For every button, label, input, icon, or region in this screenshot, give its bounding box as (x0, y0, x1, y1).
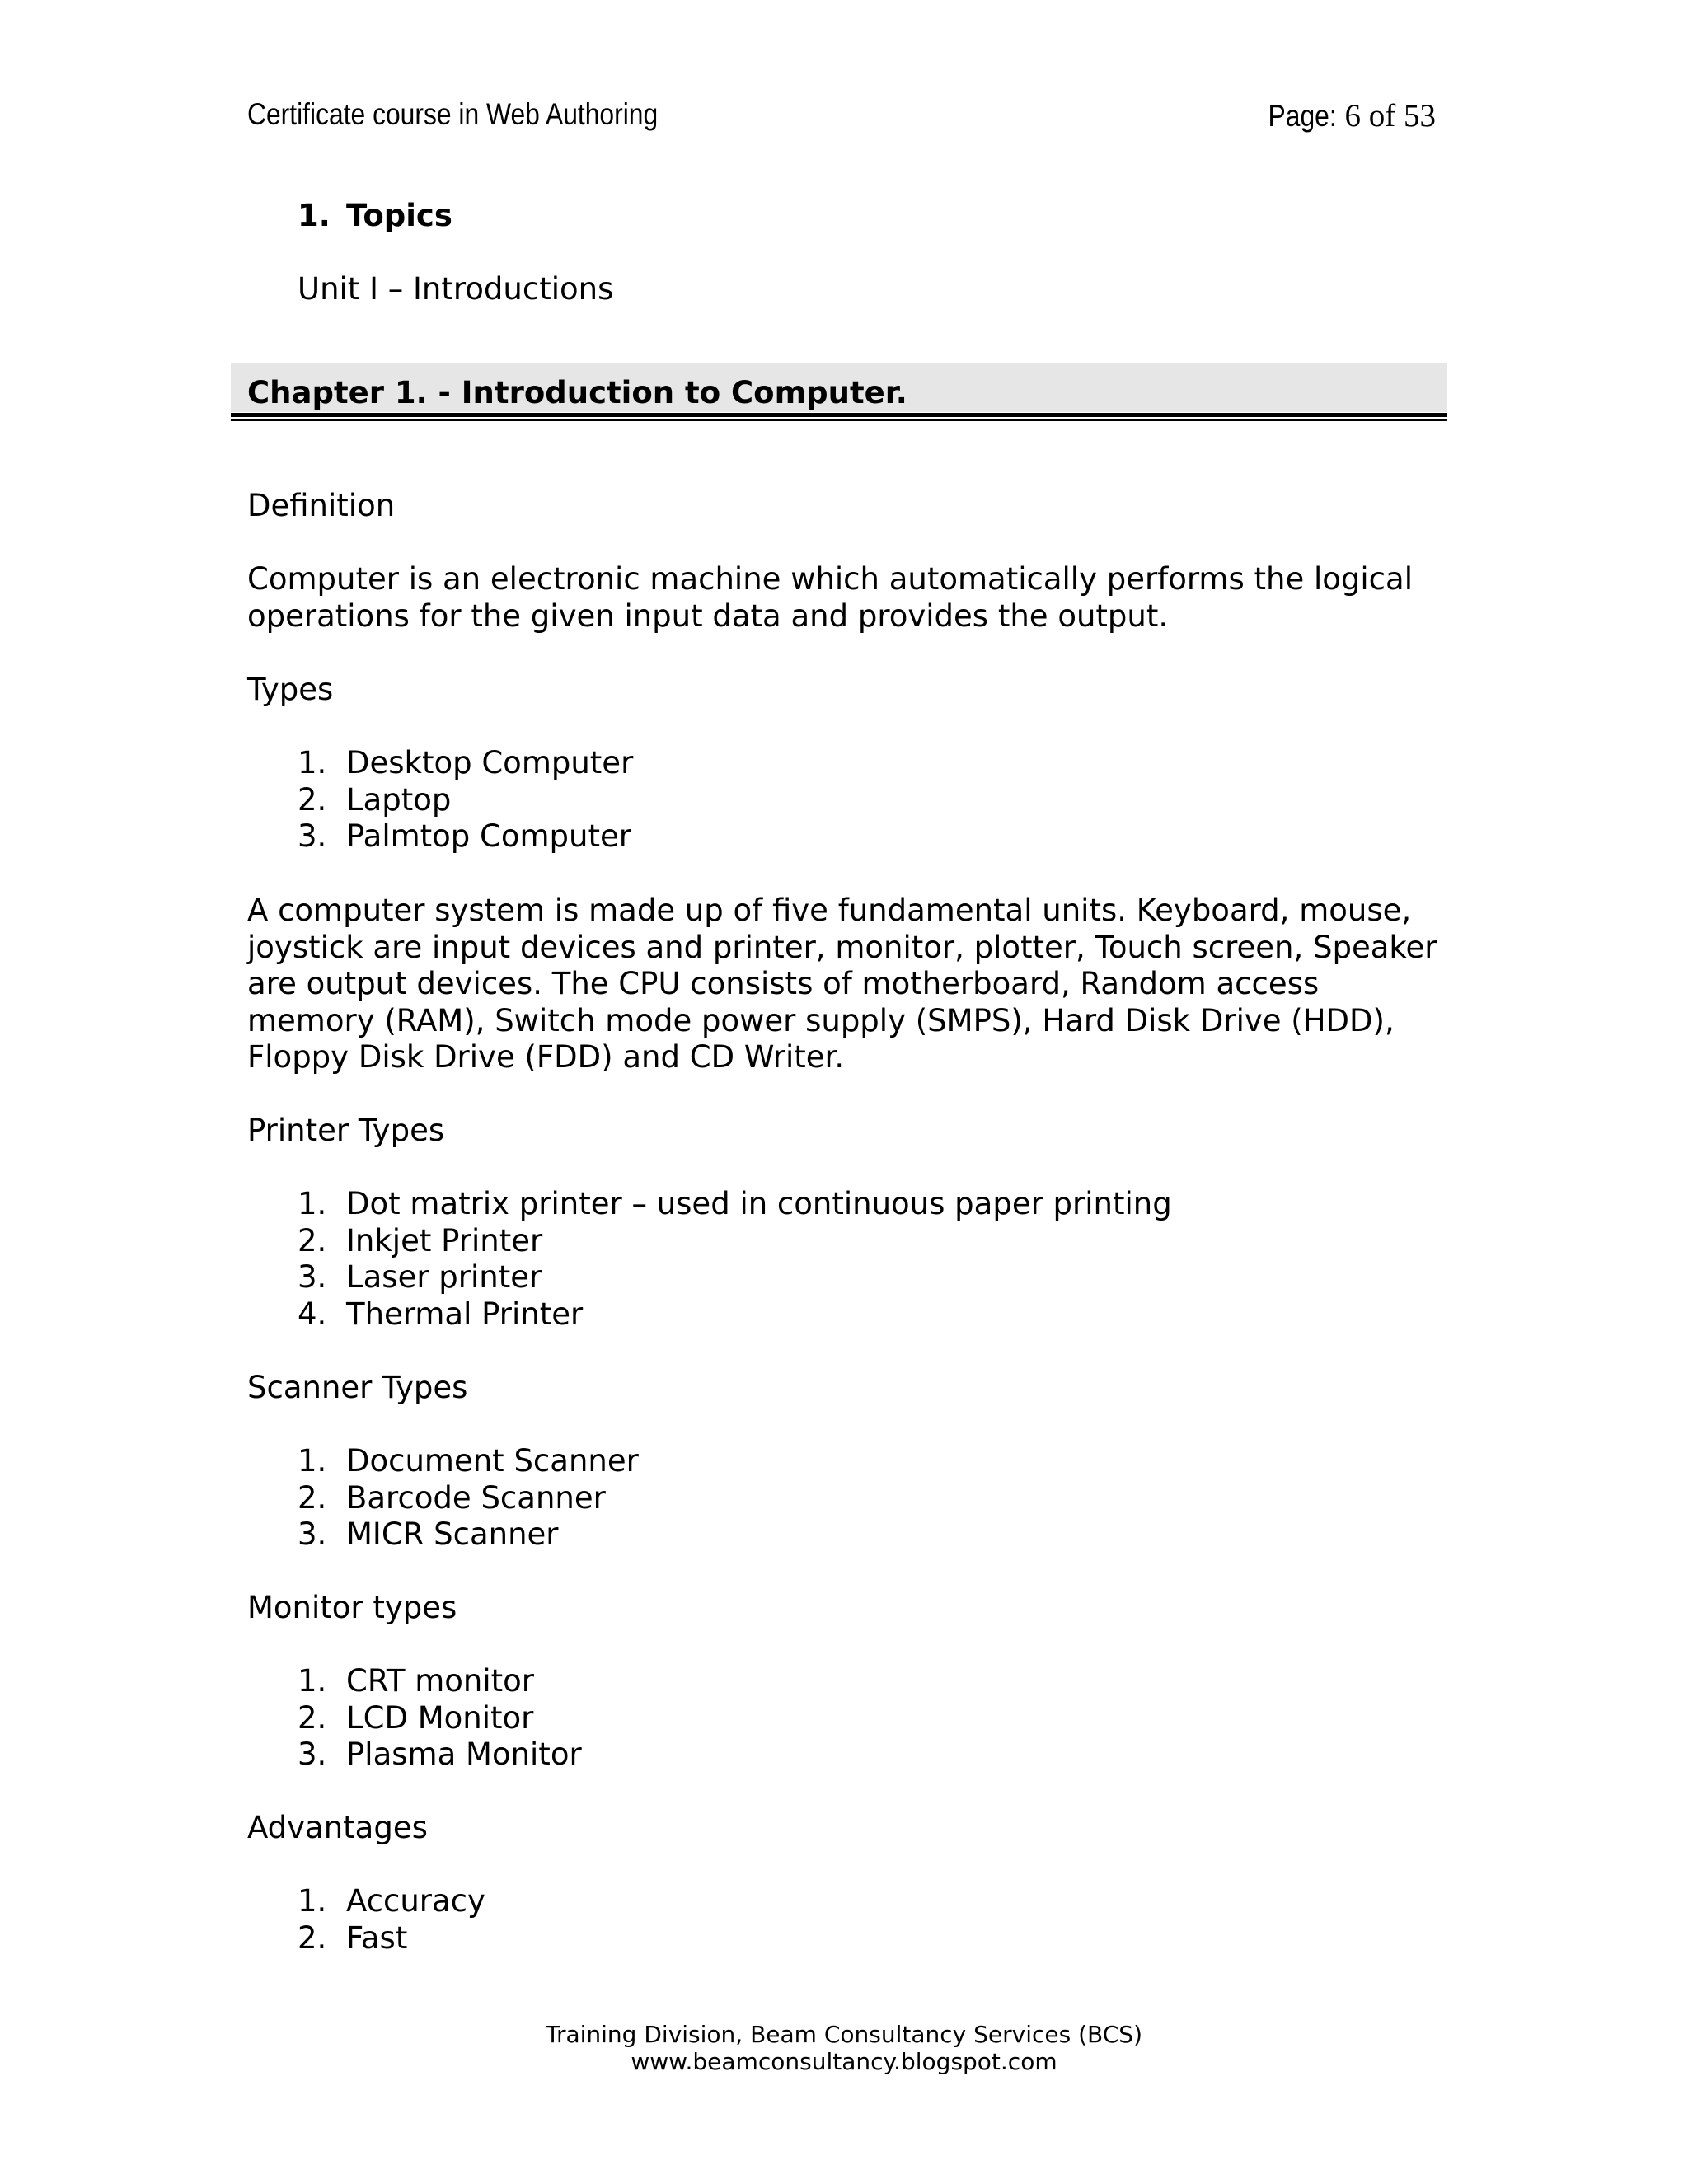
printer-types-heading: Printer Types (247, 1113, 445, 1148)
scanner-types-heading: Scanner Types (247, 1370, 468, 1405)
chapter-rule-thin (231, 419, 1447, 421)
definition-heading: Definition (247, 488, 396, 523)
header-page-indicator (1257, 97, 1436, 134)
page-label: Page: (1268, 99, 1337, 133)
list-item: 3. Palmtop Computer (298, 818, 631, 854)
advantages-list (298, 1883, 485, 1957)
unit-title: Unit I – Introductions (298, 271, 614, 307)
list-item: 2. Laptop (298, 781, 452, 818)
types-list (298, 745, 633, 855)
scanner-types-list (298, 1443, 639, 1554)
list-item: 3. MICR Scanner (298, 1516, 559, 1552)
list-item: 1. Accuracy (298, 1883, 485, 1919)
list-item: 2. LCD Monitor (298, 1699, 534, 1736)
footer-website: www.beamconsultancy.blogspot.com (631, 2048, 1057, 2075)
definition-text: Computer is an electronic machine which automatically performs the logical operations for the given input data and provides the output. (247, 561, 1413, 634)
monitor-types-heading: Monitor types (247, 1590, 457, 1625)
list-item: 1. Dot matrix printer – used in continuous paper printing (298, 1186, 1172, 1221)
header-course-title: Certificate course in Web Authoring (247, 97, 659, 131)
list-item: 4. Thermal Printer (298, 1296, 584, 1332)
monitor-types-list (298, 1663, 582, 1774)
printer-types-list (298, 1186, 1172, 1333)
page-number: 6 of 53 (1344, 98, 1436, 134)
list-item: 1. Desktop Computer (298, 745, 634, 780)
list-item: 2. Fast (298, 1919, 408, 1956)
chapter-title: Chapter 1. - Introduction to Computer. (247, 375, 907, 410)
topics-heading: Topics (346, 198, 452, 233)
footer-organization: Training Division, Beam Consultancy Services (BCS) (545, 2021, 1143, 2048)
system-paragraph: A computer system is made up of five fundamental units. Keyboard, mouse, joystick are input devices and printer, monitor, plotter, Touch screen, Speaker are output devices. The CPU consists of motherboard, Random access memory (RAM), Switch mode power supply (SMPS), Hard Disk Drive (HDD), Floppy Disk Drive (FDD) and CD Writer. (247, 893, 1437, 1075)
list-item: 3. Plasma Monitor (298, 1736, 582, 1772)
chapter-rule-thick (231, 413, 1447, 417)
advantages-heading: Advantages (247, 1810, 428, 1845)
list-item: 2. Inkjet Printer (298, 1222, 543, 1258)
list-item: 1. Document Scanner (298, 1443, 639, 1479)
topics-number: 1. (298, 198, 331, 233)
list-item: 2. Barcode Scanner (298, 1479, 606, 1516)
list-item: 3. Laser printer (298, 1259, 542, 1295)
list-item: 1. CRT monitor (298, 1663, 534, 1699)
types-heading: Types (247, 672, 334, 707)
